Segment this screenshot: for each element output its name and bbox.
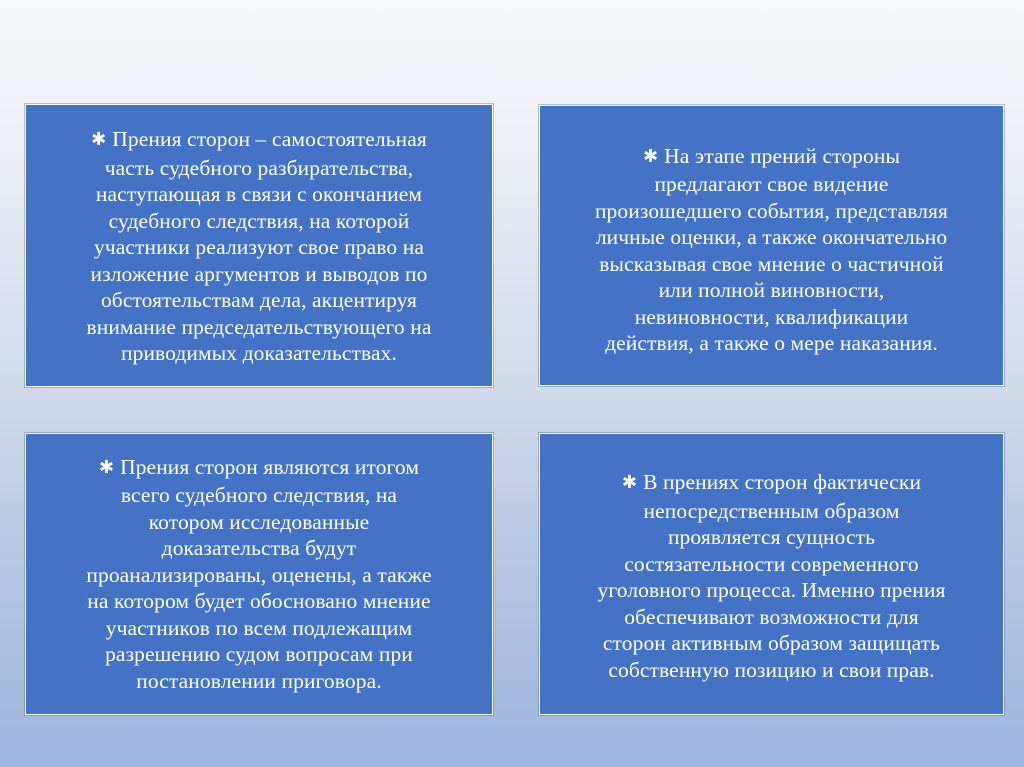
card-4-line-5: уголовного процесса. Именно прения bbox=[597, 578, 946, 602]
card-3-line-6: на котором будет обосновано мнение bbox=[87, 589, 431, 614]
card-4-line-8: собственную позицию и свои прав. bbox=[608, 657, 935, 682]
asterisk-bullet-icon: ✱ bbox=[621, 472, 638, 493]
card-2-line-7: невиновности, квалификации bbox=[634, 304, 909, 329]
card-4-line-6: обеспечивают возможности для bbox=[624, 604, 919, 629]
asterisk-bullet-icon: ✱ bbox=[98, 456, 115, 478]
card-4-line-1: В прениях сторон фактически bbox=[643, 470, 922, 494]
card-3-line-9: постановлении приговора. bbox=[136, 668, 382, 693]
text-card-2 bbox=[539, 105, 1004, 386]
card-1-text bbox=[86, 124, 431, 367]
card-2-line-5: высказывая свое мнение о частичной bbox=[599, 251, 944, 276]
card-2-line-3: произошедшего события, представляя bbox=[594, 198, 949, 223]
card-2-line-4: личные оценки, а также окончательно bbox=[595, 225, 948, 249]
card-2-line-1: На этапе прений стороны bbox=[664, 143, 901, 168]
card-2-line-6: или полной виновности, bbox=[658, 278, 885, 302]
card-1-line-4: судебного следствия, на которой bbox=[108, 208, 410, 233]
card-1-line-3: наступающая в связи с окончанием bbox=[95, 182, 423, 207]
card-2-line-8: действия, а также о мере наказания. bbox=[605, 331, 938, 355]
card-3-text bbox=[86, 454, 431, 695]
card-3-line-8: разрешению судом вопросам при bbox=[105, 642, 413, 667]
text-card-1 bbox=[25, 104, 493, 387]
card-1-line-8: внимание председательствующего на bbox=[86, 314, 432, 339]
card-2-line-2: предлагают свое видение bbox=[654, 172, 889, 196]
asterisk-bullet-icon: ✱ bbox=[91, 129, 107, 151]
text-card-4 bbox=[539, 433, 1004, 715]
card-4-line-7: сторон активным образом защищать bbox=[602, 631, 941, 655]
card-1-line-9: приводимых доказательствах. bbox=[120, 341, 397, 366]
card-3-line-4: доказательства будут bbox=[161, 536, 357, 561]
card-1-line-2: часть судебного разбирательства, bbox=[104, 155, 414, 180]
card-3-line-3: котором исследованные bbox=[148, 509, 370, 534]
card-3-line-2: всего судебного следствия, на bbox=[120, 483, 398, 508]
card-3-line-7: участников по всем подлежащим bbox=[105, 615, 413, 640]
card-2-text bbox=[595, 135, 948, 357]
card-4-text bbox=[598, 465, 946, 683]
card-4-line-2: непосредственным образом bbox=[643, 498, 900, 523]
card-1-line-6: изложение аргументов и выводов по bbox=[90, 261, 428, 286]
text-card-3 bbox=[25, 433, 493, 715]
card-1-line-7: обстоятельствам дела, акцентируя bbox=[100, 288, 418, 313]
asterisk-bullet-icon: ✱ bbox=[642, 145, 659, 167]
card-4-line-4: состязательности современного bbox=[624, 551, 919, 576]
card-3-line-1: Прения сторон являются итогом bbox=[120, 454, 420, 479]
card-3-line-5: проанализированы, оценены, а также bbox=[86, 562, 432, 587]
card-4-line-3: проявляется сущность bbox=[667, 525, 876, 549]
card-1-line-5: участники реализуют свое право на bbox=[93, 235, 424, 260]
card-1-line-1: Прения сторон – самостоятельная bbox=[112, 127, 427, 152]
